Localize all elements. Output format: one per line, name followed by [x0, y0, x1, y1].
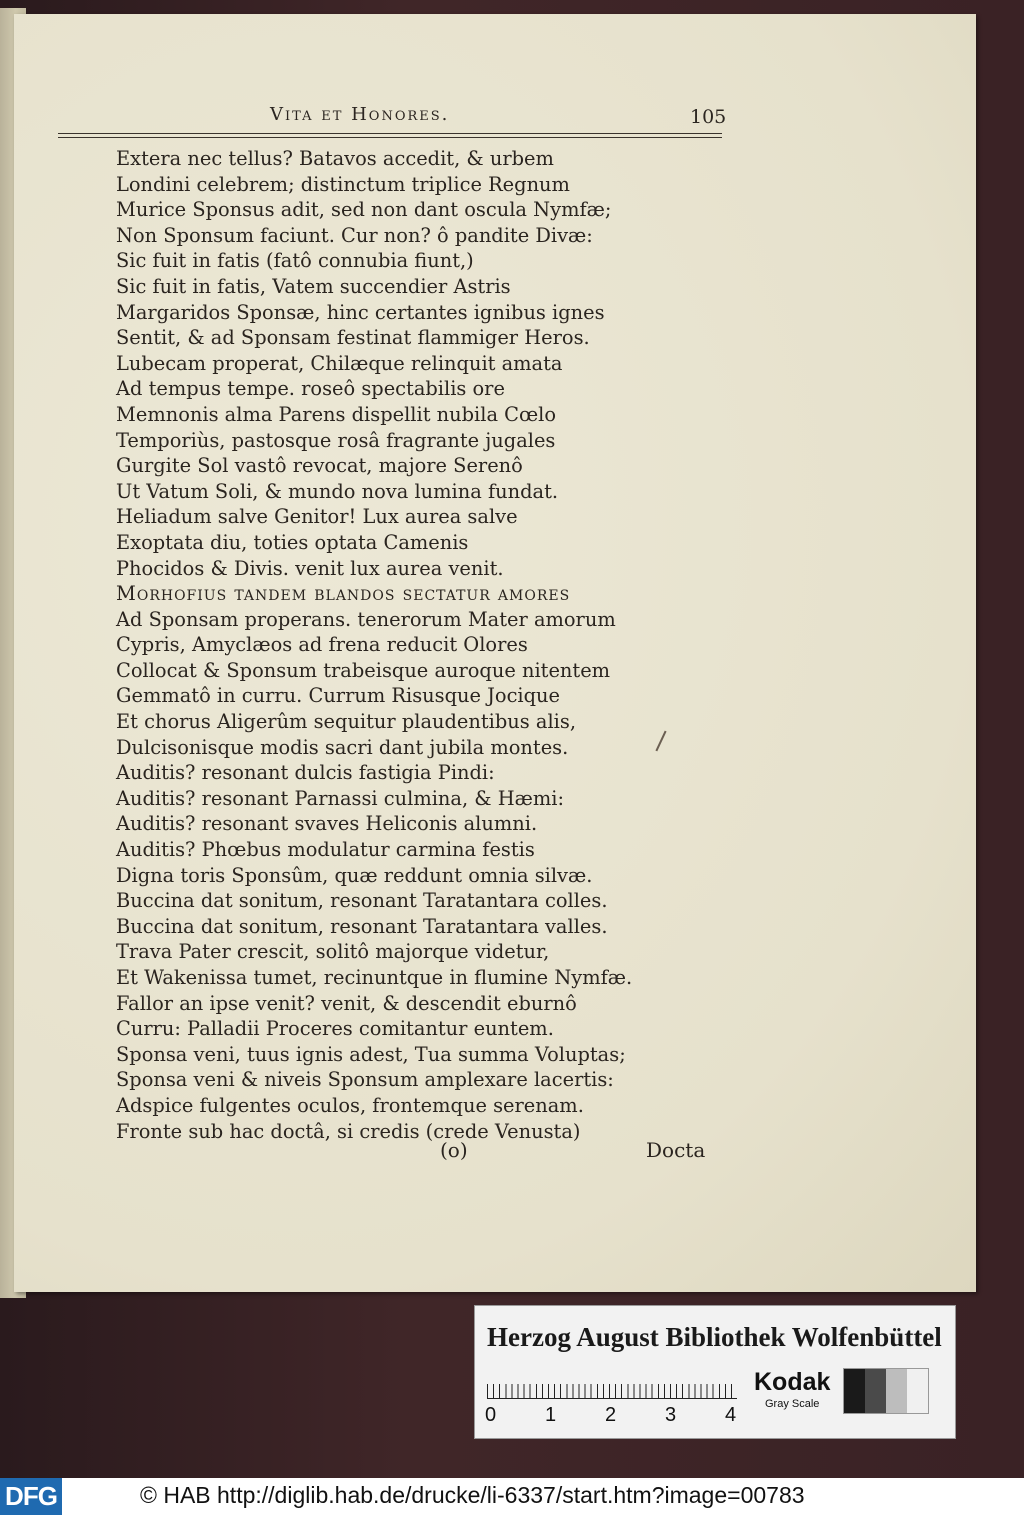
verse-line: Ut Vatum Soli, & mundo nova lumina fundat. — [116, 479, 559, 503]
verse-line: Auditis? resonant svaves Heliconis alumni. — [116, 812, 538, 836]
dfg-logo: DFG — [0, 1478, 62, 1515]
ruler-number: 0 — [485, 1404, 497, 1426]
verse-text — [116, 146, 676, 1144]
verse-line: Temporiùs, pastosque rosâ fragrante jugales — [116, 428, 556, 452]
running-head: Vita et Honores. — [270, 104, 450, 125]
verse-line: Sic fuit in fatis, Vatem succendier Astris — [116, 274, 511, 298]
color-target-card — [474, 1305, 956, 1439]
verse-line: Auditis? resonant dulcis fastigia Pindi: — [116, 761, 495, 785]
gray-patch — [886, 1369, 907, 1413]
catchword: Docta — [646, 1138, 706, 1162]
verse-line: Londini celebrem; distinctum triplice Regnum — [116, 172, 570, 196]
verse-line: Exoptata diu, toties optata Camenis — [116, 530, 469, 554]
ruler-number: 2 — [605, 1404, 617, 1426]
verse-line: Auditis? Phœbus modulatur carmina festis — [116, 838, 535, 862]
verse-line: Gurgite Sol vastô revocat, majore Serenô — [116, 454, 523, 478]
verse-line: Sentit, & ad Sponsam festinat flammiger Heros. — [116, 326, 590, 350]
verse-line: Memnonis alma Parens dispellit nubila Cœlo — [116, 402, 557, 426]
verse-line: Ad tempus tempe. roseô spectabilis ore — [116, 377, 505, 401]
gray-patch — [865, 1369, 886, 1413]
ruler-numbers — [481, 1404, 751, 1428]
verse-line: Heliadum salve Genitor! Lux aurea salve — [116, 505, 518, 529]
verse-line: Murice Sponsus adit, sed non dant oscula Nymfæ; — [116, 198, 612, 222]
library-name: Herzog August Bibliothek Wolfenbüttel — [487, 1322, 942, 1352]
signature-mark: (o) — [440, 1138, 468, 1162]
ruler-number: 3 — [665, 1404, 677, 1426]
verse-line: Fronte sub hac doctâ, si credis (crede Venusta) — [116, 1119, 581, 1143]
page-number: 105 — [690, 106, 727, 128]
verse-line: Et Wakenissa tumet, recinuntque in flumine Nymfæ. — [116, 966, 633, 989]
gray-patch — [844, 1369, 865, 1413]
verse-line: Fallor an ipse venit? venit, & descendit eburnô — [116, 991, 577, 1015]
verse-line: Margaridos Sponsæ, hinc certantes ignibus ignes — [116, 300, 605, 324]
verse-line: Sponsa veni, tuus ignis adest, Tua summa Voluptas; — [116, 1042, 626, 1066]
ruler-number: 4 — [725, 1404, 737, 1426]
verse-line: Phocidos & Divis. venit lux aurea venit. — [116, 556, 504, 580]
gray-scale-label: Gray Scale — [765, 1398, 820, 1410]
copyright-link[interactable]: © HAB http://diglib.hab.de/drucke/li-6337/start.htm?image=00783 — [140, 1482, 805, 1508]
verse-line: Non Sponsum faciunt. Cur non? ô pandite Divæ: — [116, 223, 593, 247]
verse-line: Trava Pater crescit, solitô majorque videtur, — [116, 940, 550, 964]
verse-line: Sic fuit in fatis (fatô connubia fiunt,) — [116, 249, 474, 273]
gray-patch — [907, 1369, 928, 1413]
verse-line: Cypris, Amyclæos ad frena reducit Olores — [116, 633, 528, 657]
gray-scale-patches — [843, 1368, 929, 1414]
verse-line: Digna toris Sponsûm, quæ reddunt omnia silvæ. — [116, 863, 593, 887]
footer-bar — [0, 1478, 1024, 1515]
verse-line: Extera nec tellus? Batavos accedit, & urbem — [116, 147, 554, 170]
verse-line: Et chorus Aligerûm sequitur plaudentibus alis, — [116, 710, 576, 734]
verse-line: Lubecam properat, Chilæque relinquit amata — [116, 351, 563, 375]
verse-line: Dulcisonisque modis sacri dant jubila montes. — [116, 735, 569, 759]
verse-line: Morhofius tandem blandos sectatur amores — [116, 582, 571, 606]
header-rule — [58, 133, 722, 138]
kodak-logo: Kodak — [754, 1368, 831, 1396]
verse-line: Buccina dat sonitum, resonant Taratantara valles. — [116, 914, 608, 938]
verse-line: Sponsa veni & niveis Sponsum amplexare lacertis: — [116, 1068, 614, 1092]
verse-line: Auditis? resonant Parnassi culmina, & Hæmi: — [116, 786, 564, 810]
verse-line: Gemmatô in curru. Currum Risusque Jocique — [116, 684, 561, 708]
verse-line: Buccina dat sonitum, resonant Taratantara colles. — [116, 889, 608, 913]
ruler-scale — [487, 1368, 737, 1399]
verse-line: Adspice fulgentes oculos, frontemque serenam. — [116, 1093, 584, 1117]
ruler-number: 1 — [545, 1404, 557, 1426]
verse-line: Collocat & Sponsum trabeisque auroque nitentem — [116, 658, 611, 682]
verse-line: Ad Sponsam properans. tenerorum Mater amorum — [116, 607, 616, 631]
verse-line: Curru: Palladii Proceres comitantur euntem. — [116, 1017, 554, 1041]
